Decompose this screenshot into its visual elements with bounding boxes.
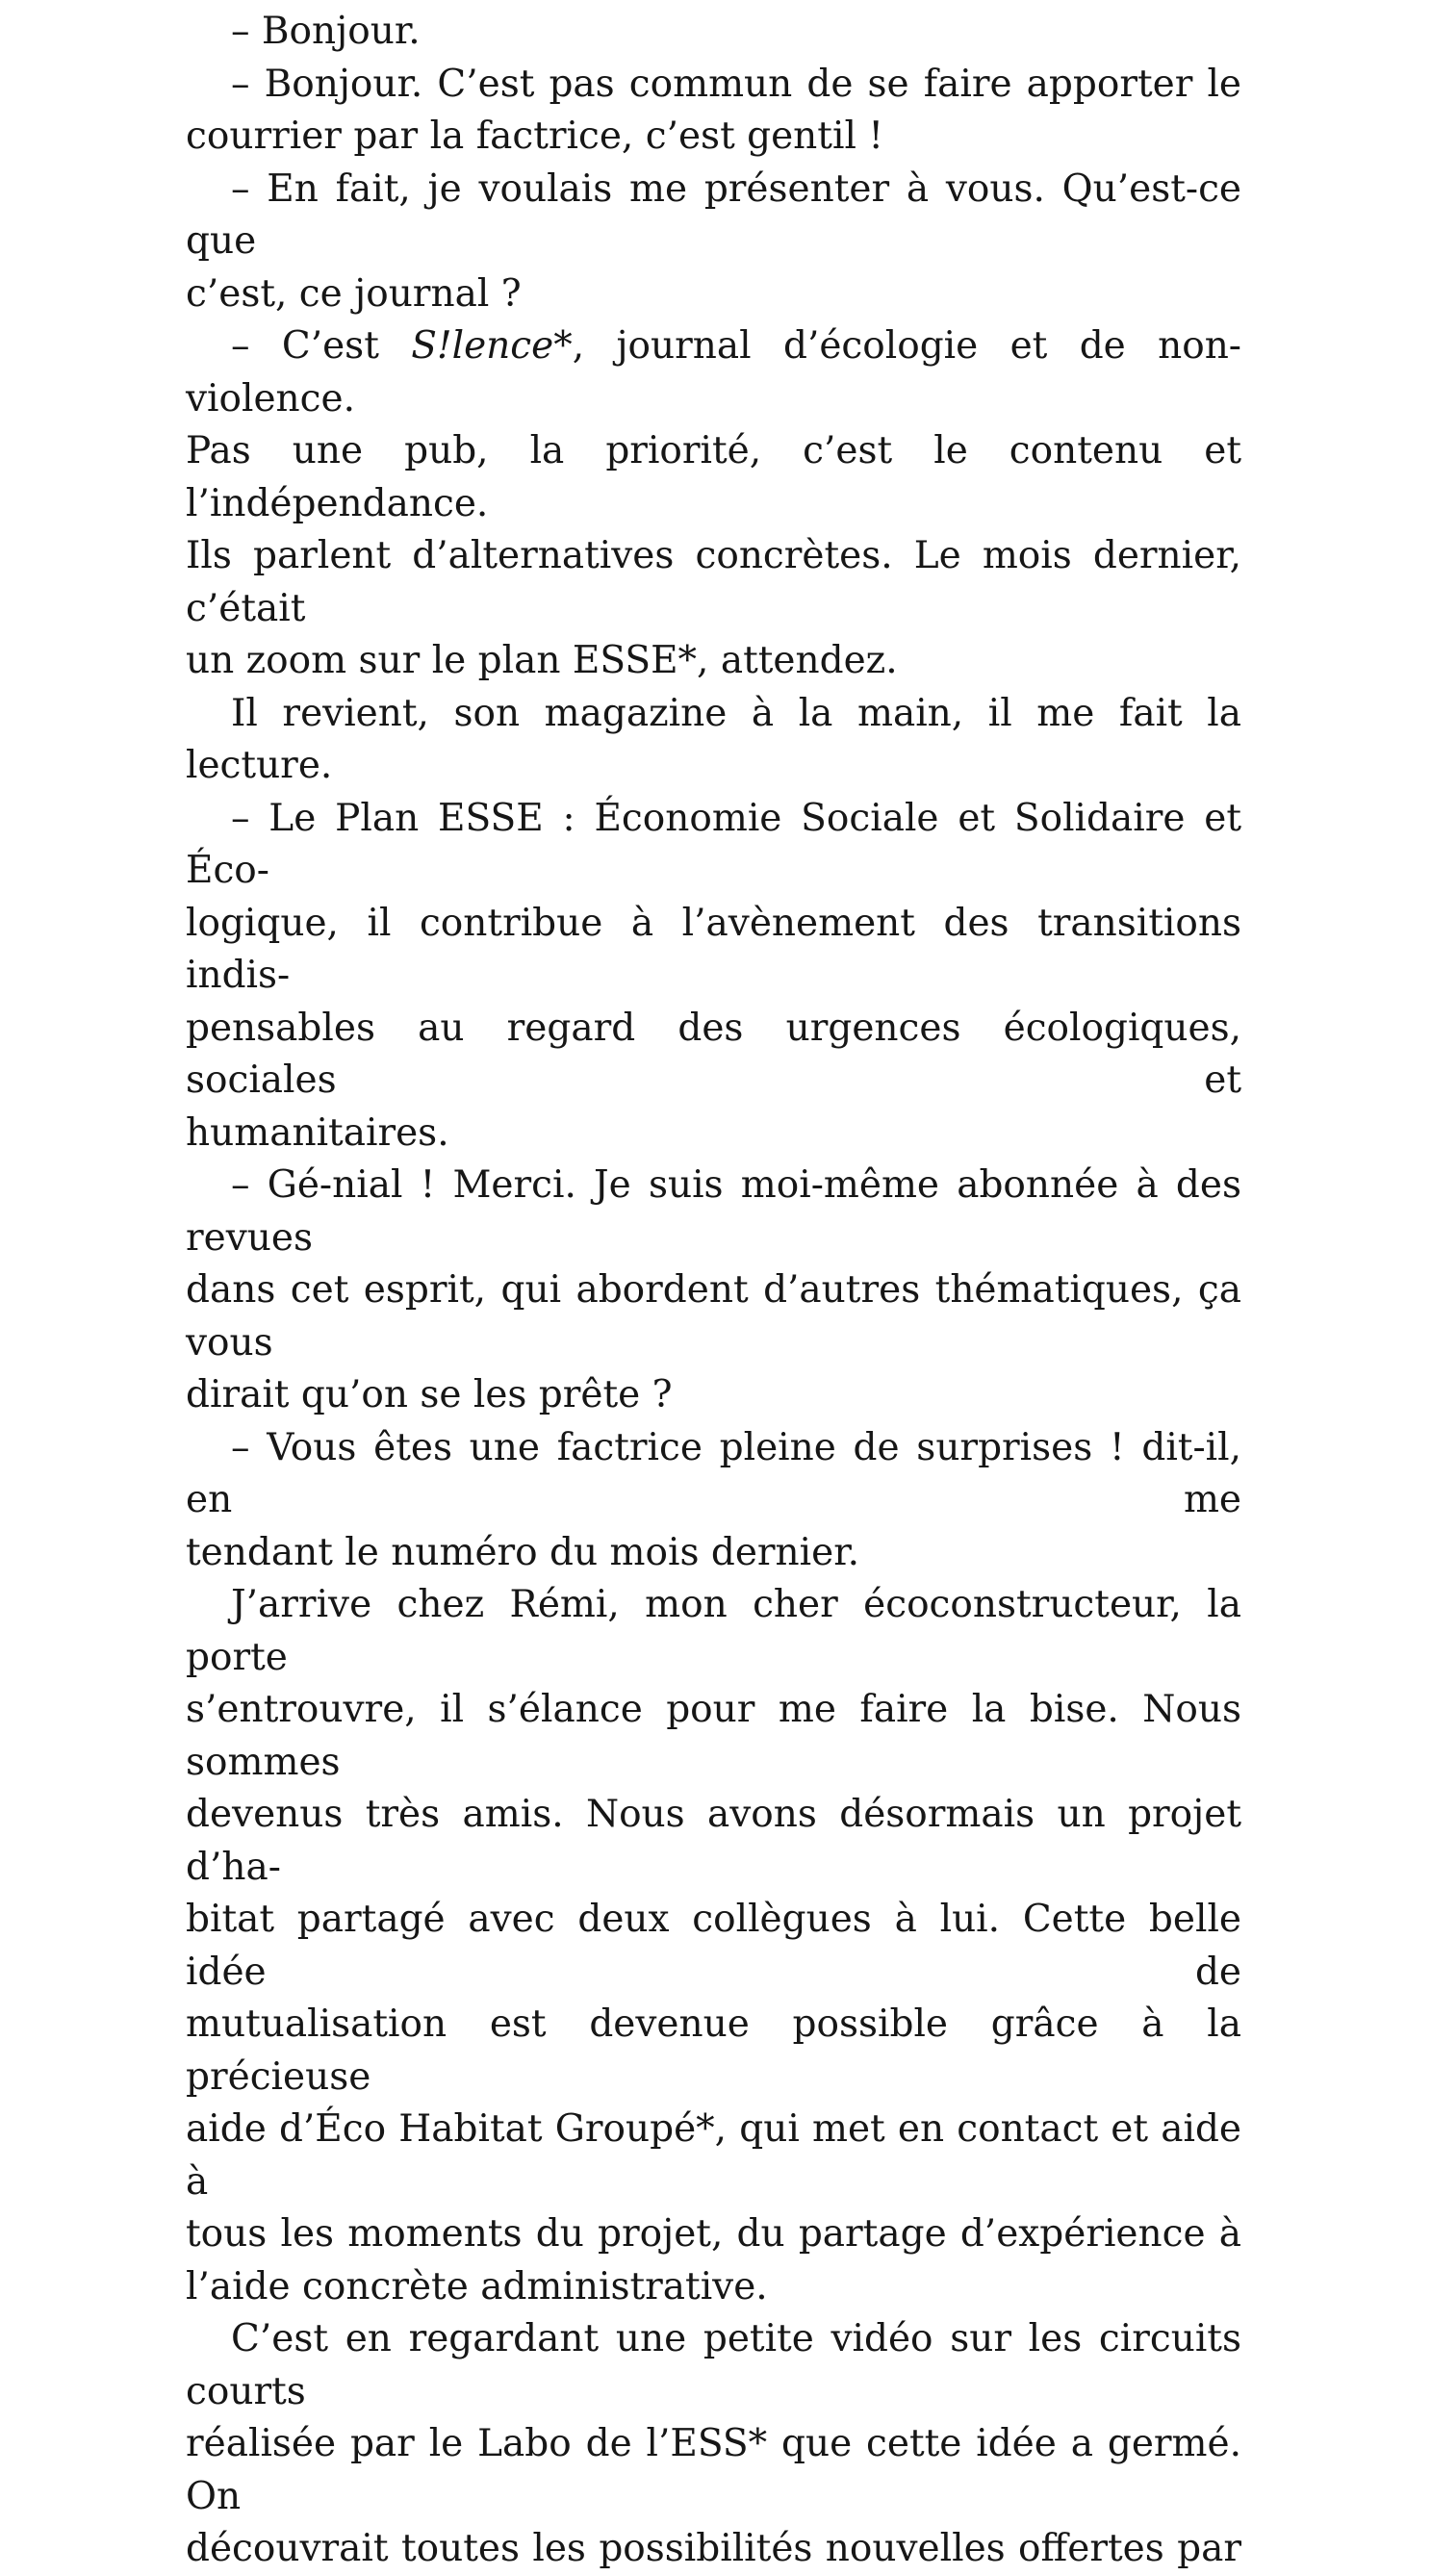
paragraph xyxy=(186,6,1241,59)
text-line: l’aide concrète administrative. xyxy=(186,2264,768,2308)
text-line: réalisée par le Labo de l’ESS* que cette idée a germé. On xyxy=(186,2422,1241,2518)
text-line: dans cet esprit, qui abordent d’autres thématiques, ça vous xyxy=(186,1268,1241,1365)
text-line: découvrait toutes les possibilités nouvelles offertes par xyxy=(186,2527,1241,2570)
text-fragment: *, journal d’écologie et de non-violence. xyxy=(186,324,1241,421)
paragraph xyxy=(186,793,1241,1160)
text-line: dirait qu’on se les prête ? xyxy=(186,1373,673,1416)
text-line: tendant le numéro du mois dernier. xyxy=(186,1530,859,1574)
text-line: – En fait, je voulais me présenter à vous. Qu’est-ce que xyxy=(186,166,1241,263)
text-line: aide d’Éco Habitat Groupé*, qui met en contact et aide à xyxy=(186,2107,1241,2204)
text-line: tous les moments du projet, du partage d’expérience à xyxy=(186,2212,1241,2256)
paragraph xyxy=(186,320,1241,688)
text-line: pensables au regard des urgences écologiques, sociales et xyxy=(186,1006,1241,1102)
book-page xyxy=(186,6,1241,2576)
text-line: logique, il contribue à l’avènement des transitions indis- xyxy=(186,901,1241,997)
text-line: J’arrive chez Rémi, mon cher écoconstructeur, la porte xyxy=(186,1583,1241,1679)
text-fragment: – C’est xyxy=(231,324,412,368)
text-line: C’est en regardant une petite vidéo sur les circuits courts xyxy=(186,2317,1241,2413)
text-line: Pas une pub, la priorité, c’est le contenu et l’indépendance. xyxy=(186,429,1241,525)
paragraph xyxy=(186,688,1241,793)
text-line: un zoom sur le plan ESSE*, attendez. xyxy=(186,639,898,682)
text-line xyxy=(186,320,1241,425)
text-line: mutualisation est devenue possible grâce à la précieuse xyxy=(186,2002,1241,2099)
text-line: c’est, ce journal ? xyxy=(186,271,522,316)
text-line: bitat partagé avec deux collègues à lui. Cette belle idée de xyxy=(186,1898,1241,1994)
journal-title: S!lence xyxy=(411,324,554,368)
text-line: Ils parlent d’alternatives concrètes. Le mois dernier, c’était xyxy=(186,534,1241,630)
text-line: humanitaires. xyxy=(186,1110,449,1155)
paragraph xyxy=(186,164,1241,321)
paragraph xyxy=(186,59,1241,164)
text-line: devenus très amis. Nous avons désormais un projet d’ha- xyxy=(186,1793,1241,1889)
text-line: courrier par la factrice, c’est gentil ! xyxy=(186,115,883,158)
paragraph xyxy=(186,1160,1241,1422)
paragraph xyxy=(186,2313,1241,2576)
text-line: s’entrouvre, il s’élance pour me faire la bise. Nous sommes xyxy=(186,1688,1241,1784)
text-line: – Bonjour. xyxy=(231,10,421,53)
text-line: – Bonjour. C’est pas commun de se faire apporter le xyxy=(231,62,1241,106)
text-line: – Gé-nial ! Merci. Je suis moi-même abonnée à des revues xyxy=(186,1163,1241,1260)
paragraph xyxy=(186,1422,1241,1580)
paragraph xyxy=(186,1579,1241,2313)
text-line: – Vous êtes une factrice pleine de surprises ! dit-il, en me xyxy=(186,1425,1241,1521)
text-line: – Le Plan ESSE : Économie Sociale et Solidaire et Éco- xyxy=(186,796,1241,892)
text-line: Il revient, son magazine à la main, il me fait la lecture. xyxy=(186,691,1241,787)
